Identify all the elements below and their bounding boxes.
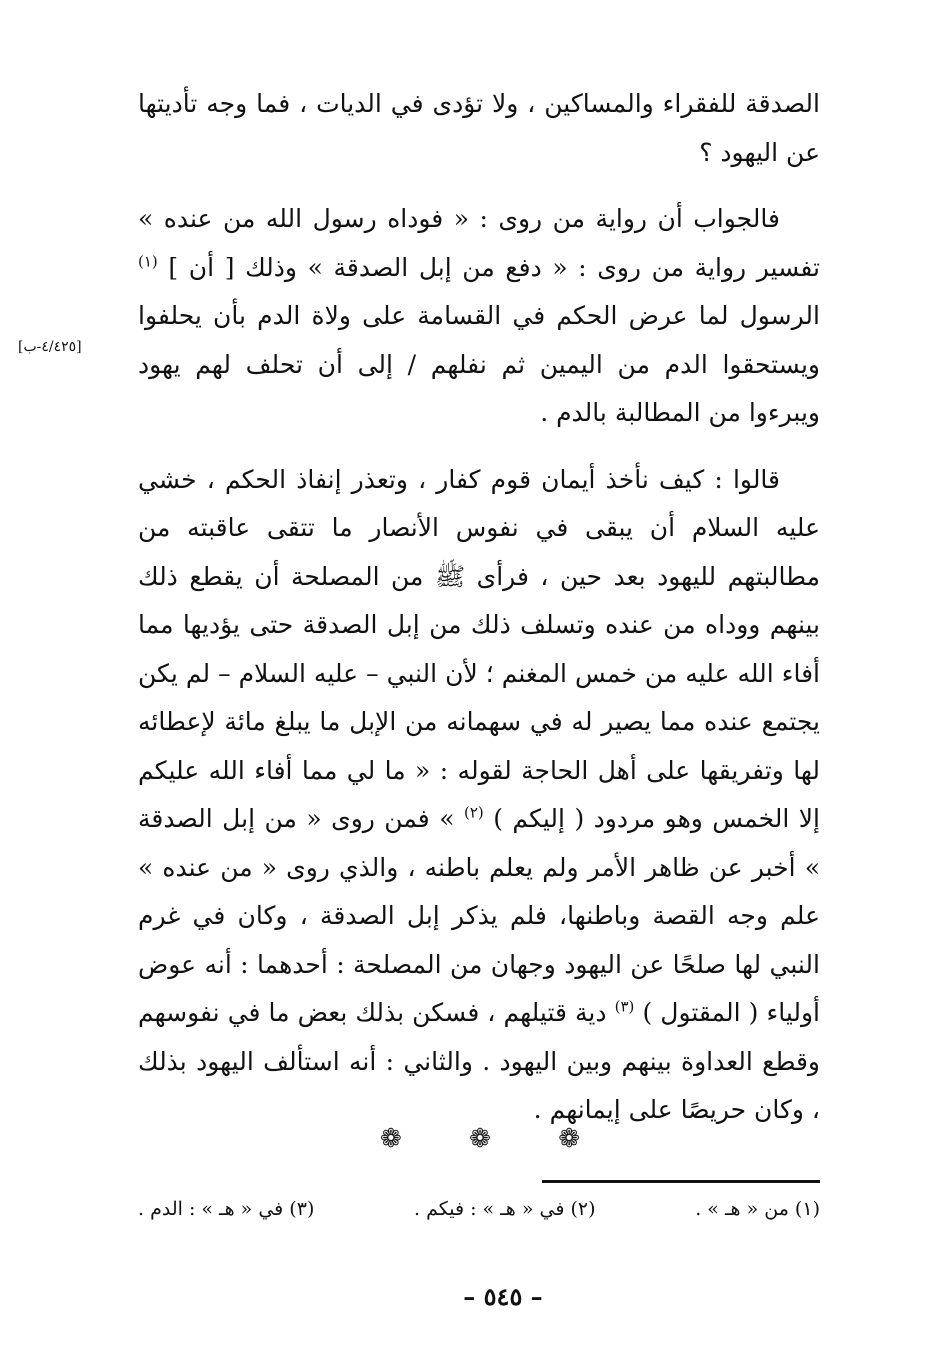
paragraph-3-text-a: قالوا : كيف نأخذ أيمان قوم كفار ، وتعذر إنفاذ الحكم ، خشي عليه السلام أن يبقى في نفوس الأنصار ما تتقى عاقبته من مطالبتهم لليهود بعد حين ، فرأى ﷺ من المصلحة أن يقطع ذلك بينهم ووداه من عنده وتسلف ذلك من إبل الصدقة حتى يؤديها مما أفاء الله عليه من خمس المغنم ؛ لأن النبي – عليه السلام – لم يكن يجتمع عنده مما يصير له في سهمانه من الإبل ما يبلغ مائة لإعطائه لها وتفريقها على أهل الحاجة لقوله : « ما لي مما أفاء الله عليكم إلا الخمس وهو مردود ( إليكم ) — [138, 464, 820, 833]
page-number: – ٥٤٥ – — [463, 1282, 543, 1311]
footnotes — [138, 1198, 820, 1220]
main-text — [138, 80, 820, 1135]
star-ornament: ❁ — [380, 1124, 402, 1154]
star-ornament: ❁ — [469, 1124, 491, 1154]
paragraph-2-text-a: فالجواب أن رواية من روى : « فوداه رسول الله من عنده » تفسير رواية من روى : « دفع من إبل الصدقة » وذلك [ أن ] — [138, 204, 820, 282]
footnote-marker-1: (١) — [138, 252, 158, 271]
footnote-2: (٢) في « هـ » : فيكم . — [414, 1198, 596, 1220]
footnote-marker-2: (٢) — [463, 803, 484, 822]
paragraph-3 — [138, 456, 820, 1135]
paragraph-1-text: الصدقة للفقراء والمساكين ، ولا تؤدى في الديات ، فما وجه تأديتها عن اليهود ؟ — [138, 89, 820, 167]
section-divider-stars — [380, 1124, 580, 1154]
star-ornament: ❁ — [558, 1124, 580, 1154]
paragraph-2-text-b: الرسول لما عرض الحكم في القسامة على ولاة الدم بأن يحلفوا ويستحقوا الدم من اليمين ثم نفلهم / إلى أن تحلف لهم يهود ويبرءوا من المطالبة بالدم . — [138, 301, 820, 427]
paragraph-3-text-b: » فمن روى « من إبل الصدقة » أخبر عن ظاهر الأمر ولم يعلم باطنه ، والذي روى « من عنده » علم وجه القصة وباطنها، فلم يذكر إبل الصدقة ، وكان في غرم النبي لها صلحًا عن اليهود وجهان من المصلحة : أحدهما : أنه عوض أولياء ( المقتول ) — [138, 804, 821, 1027]
footnote-separator — [542, 1180, 820, 1183]
footnote-3: (٣) في « هـ » : الدم . — [138, 1198, 315, 1220]
margin-manuscript-reference: [٤/٤٢٥-ب] — [18, 339, 82, 355]
paragraph-2 — [138, 195, 820, 438]
paragraph-3-text-c: دية قتيلهم ، فسكن بذلك بعض ما في نفوسهم وقطع العداوة بينهم وبين اليهود . والثاني : أنه استألف اليهود بذلك ، وكان حريصًا على إيمانهم . — [138, 998, 820, 1124]
footnote-marker-3: (٣) — [614, 997, 635, 1016]
paragraph-1 — [138, 80, 820, 177]
footnote-1: (١) من « هـ » . — [695, 1198, 820, 1220]
